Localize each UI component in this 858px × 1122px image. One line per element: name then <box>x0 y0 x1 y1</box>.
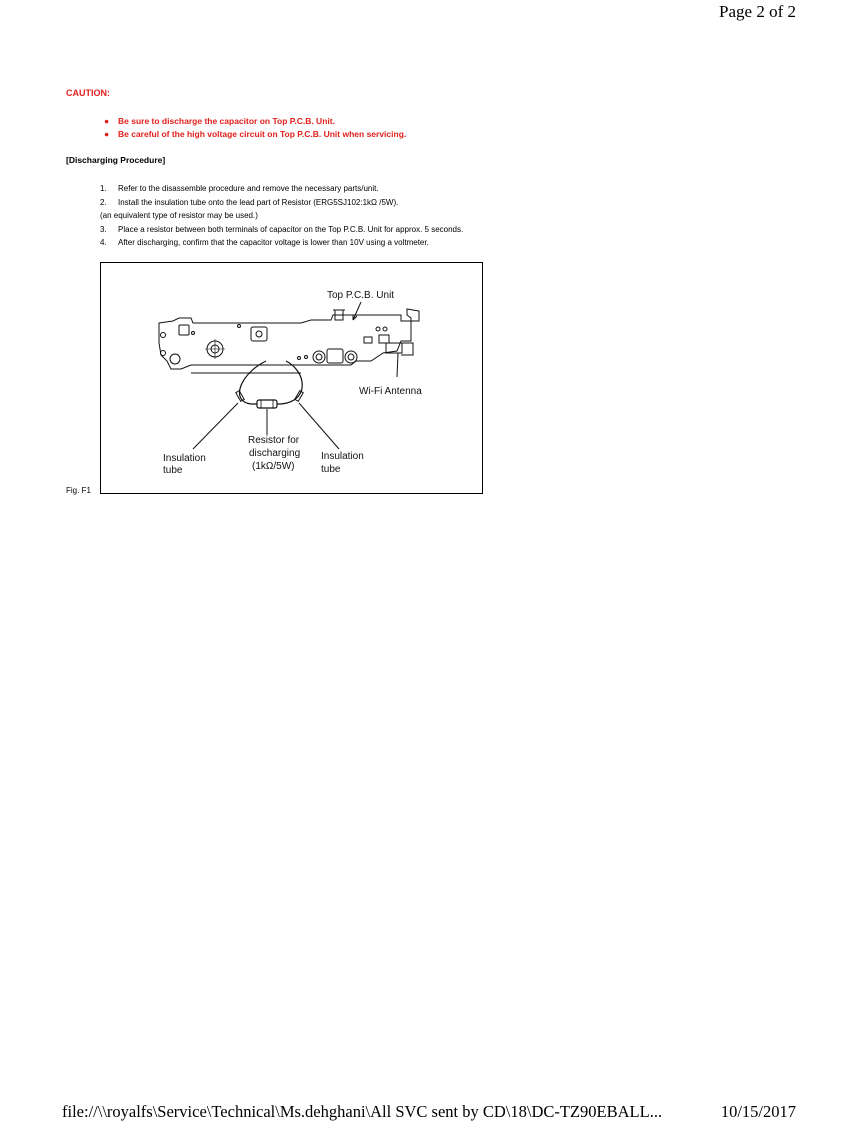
bullet-icon: ● <box>104 116 110 126</box>
procedure-steps <box>100 182 463 250</box>
procedure-title: [Discharging Procedure] <box>66 155 166 165</box>
procedure-step: 1. Refer to the disassemble procedure and remove the necessary parts/unit. <box>100 184 379 193</box>
pcb-discharge-diagram <box>101 263 482 493</box>
procedure-step: 3. Place a resistor between both terminals of capacitor on the Top P.C.B. Unit for approx. 5 seconds. <box>100 224 464 234</box>
procedure-step: 4. After discharging, confirm that the capacitor voltage is lower than 10V using a voltmeter. <box>100 238 429 247</box>
label-top-pcb: Top P.C.B. Unit <box>327 290 395 301</box>
label-resistor-3: (1kΩ/5W) <box>252 461 295 472</box>
figure-diagram <box>100 262 483 494</box>
footer-file-path: file://\\royalfs\Service\Technical\Ms.dehghani\All SVC sent by CD\18\DC-TZ90EBALL... <box>62 1102 663 1121</box>
label-insulation-left-2: tube <box>163 465 183 476</box>
caution-item: ● Be careful of the high voltage circuit on Top P.C.B. Unit when servicing. <box>104 129 407 139</box>
figure-caption: Fig. F1 <box>66 486 91 495</box>
bullet-icon: ● <box>104 129 110 139</box>
caution-item: ● Be sure to discharge the capacitor on Top P.C.B. Unit. <box>104 116 335 126</box>
page-number: Page 2 of 2 <box>719 2 796 21</box>
caution-list <box>104 115 406 141</box>
label-insulation-left: Insulation <box>163 453 206 464</box>
label-insulation-right: Insulation <box>321 451 364 462</box>
label-resistor-2: discharging <box>249 448 301 459</box>
label-resistor: Resistor for <box>248 435 300 446</box>
procedure-step: 2. Install the insulation tube onto the lead part of Resistor (ERG5SJ102:1kΩ /5W). <box>100 197 399 207</box>
procedure-step-note: (an equivalent type of resistor may be used.) <box>100 211 258 220</box>
caution-title: CAUTION: <box>66 88 110 98</box>
footer-date: 10/15/2017 <box>720 1102 796 1121</box>
pcb-outline <box>159 309 419 369</box>
label-wifi-antenna: Wi-Fi Antenna <box>359 386 422 397</box>
label-insulation-right-2: tube <box>321 464 341 475</box>
